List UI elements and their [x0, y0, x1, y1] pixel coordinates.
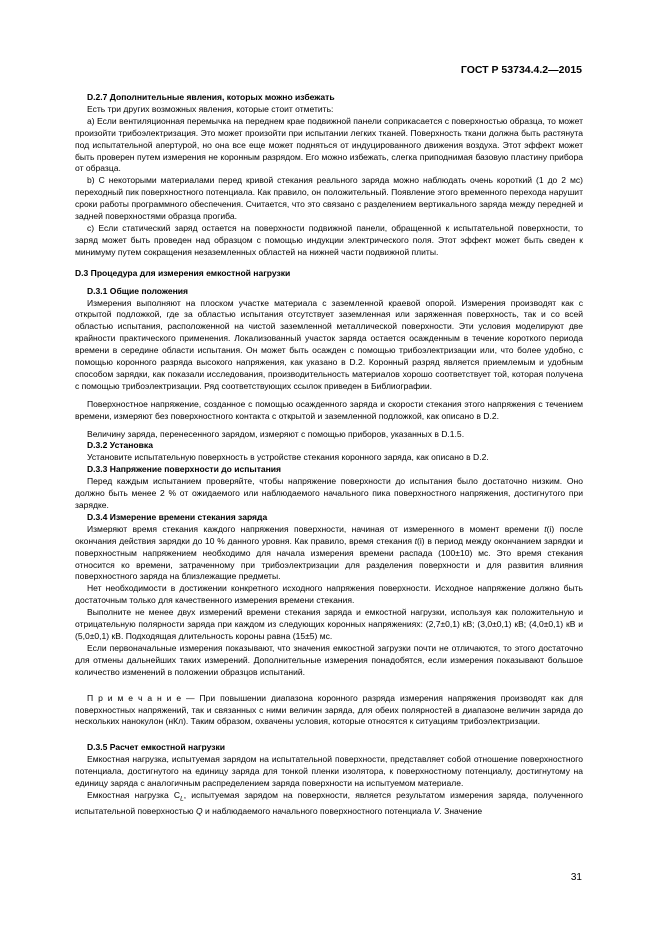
paragraph: Есть три других возможных явления, которые стоит отметить: [87, 103, 334, 114]
page-body [75, 92, 583, 817]
text-run: . Значение [439, 805, 483, 816]
list-item-b: b) С некоторыми материалами перед кривой стекания реального заряда можно наблюдать очень короткий (1 до 2 мс) переходный пик поверхностного потенциала. Как правило, он положительный. Появление этого временного перехода нарушит сроки работы программного обеспечения. Считается, что это связано с разделением вертикального заряда между передней и задней поверхностями образца прогиба. [75, 175, 583, 222]
variable: t [544, 523, 547, 534]
subscript: L [180, 795, 184, 803]
text-run: (i) после окончания действия зарядки до 10 % данного уровня. Как правило, время стекания [75, 523, 583, 546]
note: П р и м е ч а н и е — При повышении диапазона коронного разряда измерения напряжения производят как для поверхностных напряжений, так и связанных с ними величин заряда, для обеих полярностей в диапазоне величин заряда до нескольких нанокулон (нКл). Таким образом, охвачены условия, которые относятся к ситуациям трибоэлектризации. [75, 692, 583, 727]
paragraph: Нет необходимости в достижении конкретного исходного напряжения поверхности. Исходное напряжение должно быть достаточным только для качественного измерения времени стекания. [75, 583, 583, 606]
variable: t [414, 535, 418, 546]
paragraph [75, 790, 583, 818]
paragraph: Емкостная нагрузка, испытуемая зарядом на испытательной поверхности, представляет собой отношение поверхностного потенциала, достигнутого на единицу заряда для тонкой пленки изолятора, к поверхностному потенциалу, достигнутому на единицу заряда с аналогичным распределением заряда поверхности на испытуемом материале. [75, 754, 583, 789]
section-heading-d33: D.3.3 Напряжение поверхности до испытания [87, 464, 282, 475]
section-heading-d34: D.3.4 Измерение времени стекания заряда [87, 511, 268, 522]
text-run: , испытуемая зарядом на поверхности, является результатом измерения заряда, полученного испытательной поверхностью [75, 789, 583, 816]
variable: Q [195, 805, 203, 816]
paragraph: Выполните не менее двух измерений времени стекания заряда и емкостной нагрузки, используя как положительную и отрицательную полярности заряда при каждом из следующих коронных напряжениях: (2,7±0,1) кВ; (3,0±0,1) кВ; (4,0±0,1) кВ и (5,0±0,1) кВ. Подходящая длительность короны равна (15±5) мс. [75, 607, 583, 641]
document-id: ГОСТ Р 53734.4.2—2015 [460, 64, 582, 76]
paragraph: Если первоначальные измерения показывают, что значения емкостной загрузки почти не отличаются, то этого достаточно для отмены дальнейших таких измерений. Дополнительные измерения понадобятся, если измерения показывают большое количество изменений в положении образцов испытаний. [75, 642, 583, 677]
paragraph: Величину заряда, перенесенного зарядом, измеряют с помощью приборов, указанных в D.1.5. [87, 428, 465, 439]
variable: V [433, 805, 440, 816]
text-run: Емкостная нагрузка C [87, 789, 181, 800]
paragraph: Перед каждым испытанием проверяйте, чтобы напряжение поверхности до испытания было достаточно низким. Оно должно быть менее 2 % от ожидаемого или наблюдаемого начального пика поверхностного напряжения, достигнутого при зарядке. [75, 476, 583, 510]
section-heading-d32: D.3.2 Установка [87, 440, 153, 451]
paragraph: Измерения выполняют на плоском участке материала с заземленной краевой опорой. Измерения производят как с открытой подложкой, где за областью испытания отсутствует заземленная или заряженная поверхность, так и со всей областью испытания, расположенной на чистой заземленной металлической поверхности. Эти условия моделируют две крайности практического применения. Локализованный участок заряда остается осажденным в течение короткого периода времени в середине области испытания. Он может быть осажден с помощью трибоэлектризации или, что более удобно, с помощью коронного разряда высокого напряжения, как указано в D.2. Коронный разряд является приемлемым и удобным способом зарядки, как показали исследования, производительность материалов хорошо соответствует той, которая получена с помощью трибоэлектризации. Ряд соответствующих ссылок приведен в Библиографии. [75, 297, 583, 391]
section-heading-d31: D.3.1 Общие положения [87, 285, 189, 296]
list-item-c: c) Если статический заряд остается на поверхности подвижной панели, обращенной к испытательной поверхности, то заряд может быть проведен над образцом с помощью индукции электрического поля. Этот эффект может быть сведен к минимуму путем сокращения незаземленных областей на нижней части подвижной плиты. [75, 222, 583, 257]
list-item-a: а) Если вентиляционная перемычка на переднем крае подвижной панели соприкасается с поверхностью образца, то может произойти трибоэлектризация. Это может произойти при испытании легких тканей. Поверхность ткани должна быть растянута под испытательной апертурой, но она все еще может подняться от индуцированного движения воздуха. Этот эффект может быть проверен путем измерения не коронным разрядом. Его можно избежать, слегка приподнимая базовую пластину прибора от образца. [75, 115, 583, 174]
section-heading-d27: D.2.7 Дополнительные явления, которых можно избежать [87, 92, 335, 102]
paragraph [75, 524, 583, 584]
section-heading-d35: D.3.5 Расчет емкостной нагрузки [87, 742, 226, 753]
section-heading-d3: D.3 Процедура для измерения емкостной нагрузки [75, 267, 291, 278]
paragraph: Поверхностное напряжение, созданное с помощью осажденного заряда и скорости стекания этого напряжения с течением времени, измеряют без поверхностного контакта с открытой и заземленной подложкой, как описано в D.2. [75, 398, 583, 421]
text-run: и наблюдаемого начального поверхностного потенциала [202, 805, 434, 816]
paragraph: Установите испытательную поверхность в устройстве стекания коронного заряда, как описано в D.2. [87, 452, 489, 463]
page-number: 31 [570, 872, 582, 883]
text-run: Измеряют время стекания каждого напряжения поверхности, начиная от измеренного в момент времени [87, 523, 545, 534]
text-run: (i) в период между окончанием зарядки и поверхностным напряжением необходимо для начала измерения времени распада (100±10) мс. Это время стекания относится ко времени, затраченному при трибоэлектризации для разделения поверхности и для развития влияния поверхностного заряда на близлежащие предметы. [75, 535, 583, 582]
